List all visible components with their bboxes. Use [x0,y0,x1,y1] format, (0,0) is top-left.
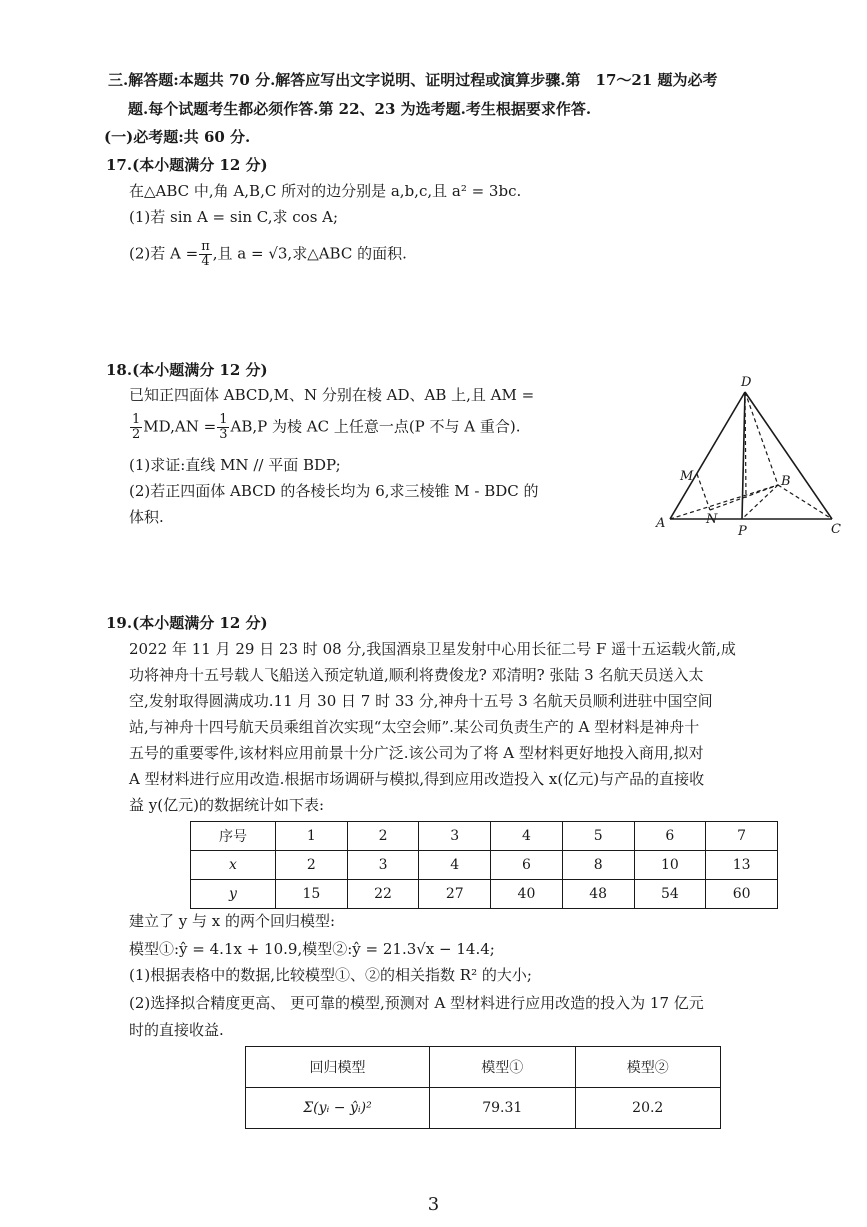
table-cell: 20.2 [575,1088,721,1129]
q18-part2-line2: 体积. [129,508,164,526]
table-cell: 60 [706,880,778,909]
table-cell: Σ(yᵢ − ŷᵢ)² [246,1088,430,1129]
q19-para-line: 空,发射取得圆满成功.11 月 30 日 7 时 33 分,神舟十五号 3 名航天员顺利进驻中国空间 [129,692,713,710]
table-cell: 序号 [191,822,276,851]
q18-fraction2-den: 3 [219,427,228,442]
table-cell: 10 [634,851,706,880]
table-cell: 6 [634,822,706,851]
table-cell: 1 [276,822,348,851]
label-n: N [706,512,718,527]
edge-dc [745,392,832,519]
label-b: B [781,474,791,489]
q17-fraction-num: π [201,239,210,254]
q19-header: 19.(本小题满分 12 分) [106,614,268,632]
section-title-line2: 题.每个试题考生都必须作答.第 22、23 为选考题.考生根据要求作答. [128,100,592,118]
table-cell: 2 [347,822,419,851]
table-row [246,1088,721,1129]
table-cell: 54 [634,880,706,909]
table-row [246,1047,721,1088]
q17-part1: (1)若 sin A = sin C,求 cos A; [129,208,339,226]
table-cell: 5 [562,822,634,851]
edge-da [670,392,745,519]
table-cell: 22 [347,880,419,909]
q19-models: 模型①:ŷ = 4.1x + 10.9,模型②:ŷ = 21.3√x − 14.4; [129,940,495,958]
q18-fraction1-den: 2 [132,427,141,442]
label-c: C [831,522,841,537]
table-cell: 4 [419,851,491,880]
q19-para-line: 2022 年 11 月 29 日 23 时 08 分,我国酒泉卫星发射中心用长征二号 F 遥十五运载火箭,成 [129,640,736,658]
q19-part2-line1: (2)选择拟合精度更高、 更可靠的模型,预测对 A 型材料进行应用改造的投入为 17 亿元 [129,994,704,1012]
regression-table [245,1046,721,1129]
table-cell: 3 [419,822,491,851]
q18-fraction2-num: 1 [219,412,228,427]
table-cell: 7 [706,822,778,851]
q17-fraction-den: 4 [201,254,210,269]
q18-part1: (1)求证:直线 MN // 平面 BDP; [129,456,341,474]
q19-para-line: 五号的重要零件,该材料应用前景十分广泛.该公司为了将 A 型材料更好地投入商用,拟对 [129,744,704,762]
edge-dp [742,392,745,519]
page-number: 3 [427,1194,440,1215]
table-cell: 40 [491,880,563,909]
table-cell: 4 [491,822,563,851]
label-a: A [656,516,666,531]
q19-para-line: A 型材料进行应用改造.根据市场调研与模拟,得到应用改造投入 x(亿元)与产品的直接收 [129,770,705,788]
q19-para-line: 站,与神舟十四号航天员乘组首次实现“太空会师”.某公司负责生产的 A 型材料是神舟十 [129,718,700,736]
q17-part2-post: ,且 a = √3,求△ABC 的面积. [212,244,407,263]
base-median [710,485,778,510]
q19-models-intro: 建立了 y 与 x 的两个回归模型: [129,912,336,930]
table-cell: x [191,851,276,880]
q18-header: 18.(本小题满分 12 分) [106,361,268,379]
q17-header: 17.(本小题满分 12 分) [106,156,268,174]
q19-para-line: 益 y(亿元)的数据统计如下表: [129,796,325,814]
q17-stem: 在△ABC 中,角 A,B,C 所对的边分别是 a,b,c,且 a² = 3bc. [129,182,522,200]
q18-line2 [129,413,521,442]
q19-para-line: 功将神舟十五号载人飞船送入预定轨道,顺利将费俊龙? 邓清明? 张陆 3 名航天员送入太 [129,666,704,684]
data-table [190,821,778,909]
table-cell: 48 [562,880,634,909]
table-row [191,822,778,851]
tetrahedron-figure [650,350,850,540]
required-section-label: (一)必考题:共 60 分. [104,128,251,146]
q18-fraction1 [130,413,142,442]
table-cell: 79.31 [430,1088,576,1129]
q18-line2-mid: MD,AN = [143,417,217,436]
section-title-line1: 三.解答题:本题共 70 分.解答应写出文字说明、证明过程或演算步骤.第 17～21 题为必考 [108,71,718,89]
table-cell: 回归模型 [246,1047,430,1088]
table-cell: 模型① [430,1047,576,1088]
table-cell: 2 [276,851,348,880]
table-cell: 15 [276,880,348,909]
q19-part1: (1)根据表格中的数据,比较模型①、②的相关指数 R² 的大小; [129,966,532,984]
edge-db [745,392,778,485]
table-cell: 8 [562,851,634,880]
height-line [745,392,746,498]
q17-part2 [129,240,407,269]
table-cell: 模型② [575,1047,721,1088]
label-p: P [738,524,747,539]
table-cell: 27 [419,880,491,909]
label-d: D [741,375,752,390]
segment-mn [697,474,710,510]
table-cell: 13 [706,851,778,880]
q17-fraction [199,240,212,269]
table-row [191,851,778,880]
q17-part2-pre: (2)若 A = [129,244,199,263]
label-m: M [680,469,694,484]
q18-line2-post: AB,P 为棱 AC 上任意一点(P 不与 A 重合). [230,417,521,436]
table-cell: 3 [347,851,419,880]
table-cell: 6 [491,851,563,880]
q18-fraction1-num: 1 [132,412,141,427]
table-cell: y [191,880,276,909]
q19-part2-line2: 时的直接收益. [129,1021,224,1039]
edge-bc [778,485,832,519]
q18-part2-line1: (2)若正四面体 ABCD 的各棱长均为 6,求三棱锥 M - BDC 的 [129,482,539,500]
q18-line1: 已知正四面体 ABCD,M、N 分别在棱 AD、AB 上,且 AM = [129,386,535,404]
q18-fraction2 [217,413,229,442]
table-row [191,880,778,909]
